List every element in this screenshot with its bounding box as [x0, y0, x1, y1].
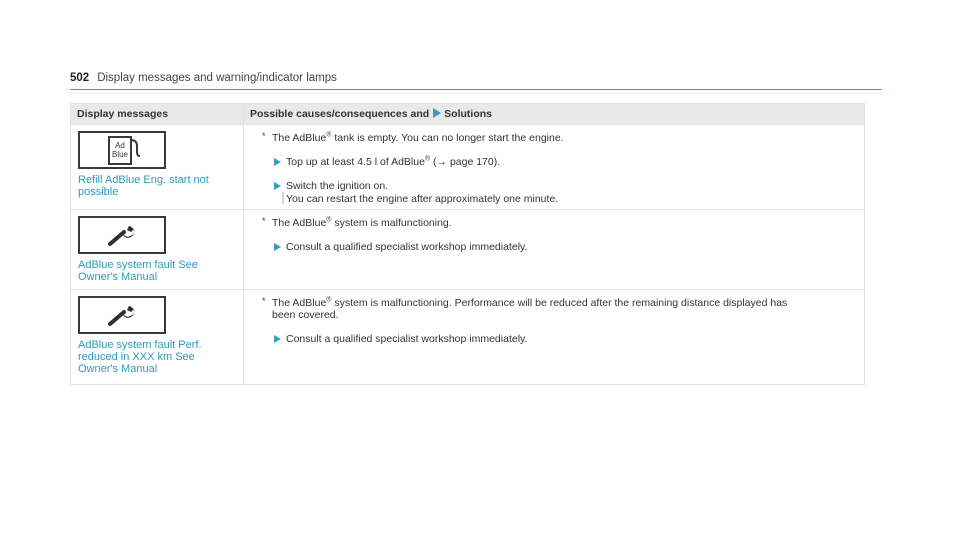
display-message-text: AdBlue system fault See Owner's Manual [78, 259, 198, 283]
solution-step: Switch the ignition on. [258, 180, 856, 192]
column-header-display-messages: Display messages [71, 104, 244, 125]
step-result: You can restart the engine after approximately one minute. [258, 192, 856, 205]
wrench-icon-frame [78, 216, 166, 254]
play-arrow-icon [433, 108, 441, 118]
page-number: 502 [70, 72, 90, 84]
solutions-cell [244, 125, 865, 210]
cause-text: * The AdBlue® system is malfunctioning. Performance will be reduced after the remaining distance displayed has been covered. [262, 296, 788, 321]
page-title: Display messages and warning/indicator lamps [97, 72, 337, 84]
display-message-cell [71, 290, 244, 385]
wrench-icon [107, 303, 137, 327]
solution-step: Consult a qualified specialist workshop immediately. [258, 333, 856, 345]
adblue-icon-text-ad: Ad [115, 141, 125, 150]
cause-text: * The AdBlue® tank is empty. You can no longer start the engine. [262, 131, 564, 144]
asterisk-icon: * [262, 296, 266, 306]
adblue-icon-text-blue: Blue [111, 150, 129, 159]
display-message-cell [71, 125, 244, 210]
display-message-text: AdBlue system fault Perf. reduced in XXX km See Owner's Manual [78, 339, 202, 375]
solutions-cell [244, 290, 865, 385]
wrench-icon-frame [78, 296, 166, 334]
column-header-causes-label: Possible causes/consequences and [250, 108, 430, 120]
cause-text: * The AdBlue® system is malfunctioning. [262, 216, 452, 229]
step-arrow-icon [274, 243, 281, 251]
solution-step: Top up at least 4.5 l of AdBlue® (→ page 170). [258, 156, 856, 168]
step-arrow-icon [274, 335, 281, 343]
column-header-solutions-label: Solutions [444, 108, 493, 120]
solutions-cell [244, 210, 865, 290]
table-row [71, 290, 865, 385]
step-arrow-icon [274, 182, 281, 190]
asterisk-icon: * [262, 131, 266, 141]
step-arrow-icon [274, 158, 281, 166]
display-message-cell [71, 210, 244, 290]
wrench-icon [107, 223, 137, 247]
asterisk-icon: * [262, 216, 266, 226]
result-marker [282, 192, 284, 204]
display-messages-table [70, 103, 865, 385]
adblue-tank-icon [100, 134, 144, 166]
table-header-row [71, 104, 865, 125]
column-header-solutions [244, 104, 865, 125]
table-row [71, 210, 865, 290]
page-header [70, 71, 882, 90]
adblue-tank-icon-frame [78, 131, 166, 169]
display-message-text: Refill AdBlue Eng. start not possible [78, 174, 209, 198]
table-row [71, 125, 865, 210]
solution-step: Consult a qualified specialist workshop immediately. [258, 241, 856, 253]
